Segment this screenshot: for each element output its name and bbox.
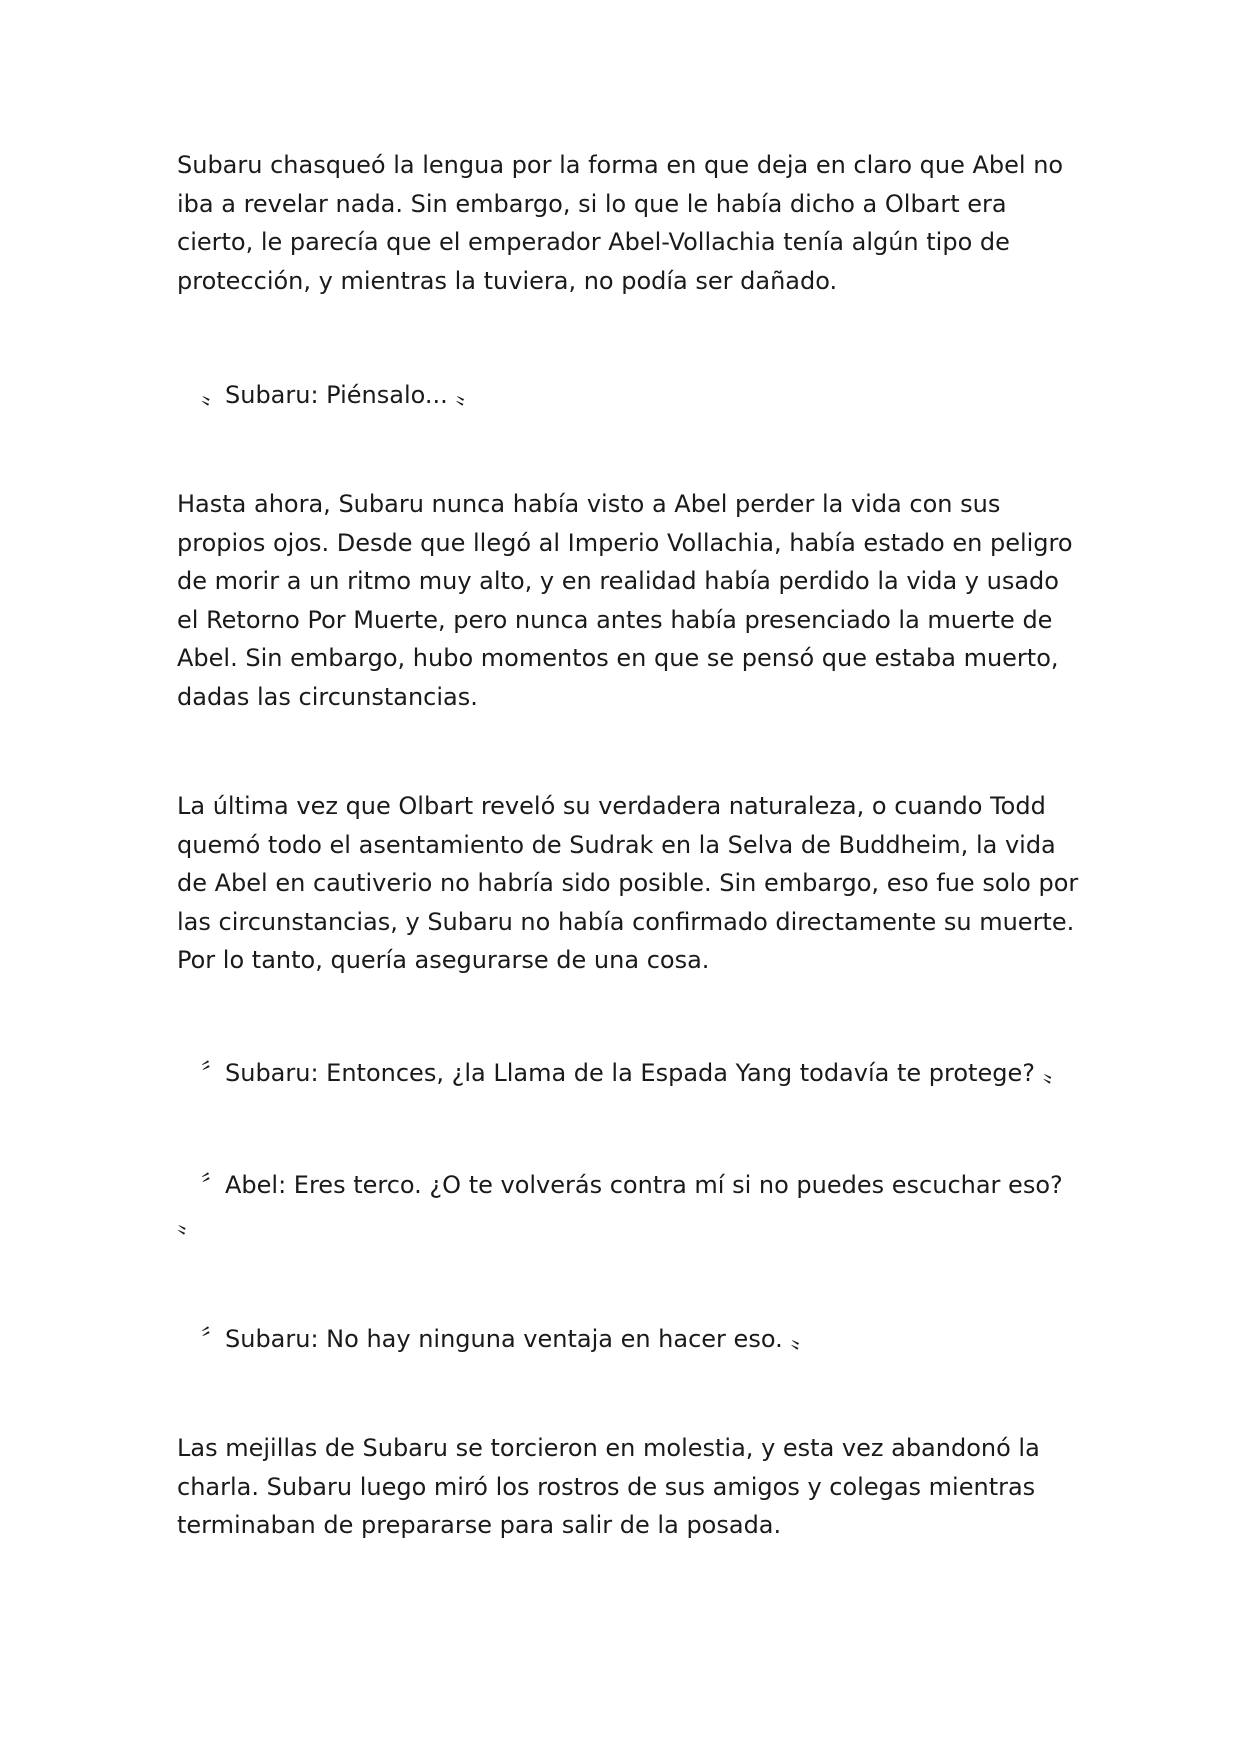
text-line: 〞Subaru: Entonces, ¿la Llama de la Espada Yang todavía te protege? 〟 — [177, 1059, 1067, 1087]
text-line: de morir a un ritmo muy alto, y en realidad había perdido la vida y usado — [177, 567, 1059, 595]
text-line: quemó todo el asentamiento de Sudrak en la Selva de Buddheim, la vida — [177, 830, 1056, 859]
text-line: de Abel en cautiverio no habría sido posible. Sin embargo, eso fue solo por — [177, 869, 1079, 897]
narration-paragraph — [177, 485, 1077, 716]
text-line: Las mejillas de Subaru se torcieron en molestia, y esta vez abandonó la — [177, 1434, 1040, 1462]
text-line: Abel. Sin embargo, hubo momentos en que se pensó que estaba muerto, — [177, 644, 1059, 672]
text-line: Por lo tanto, quería asegurarse de una cosa. — [177, 946, 710, 974]
narration-paragraph — [177, 787, 1077, 980]
text-line: el Retorno Por Muerte, pero nunca antes había presenciado la muerte de — [177, 605, 1053, 634]
dialogue-line — [177, 376, 1077, 415]
dialogue-line — [177, 1054, 1077, 1093]
text-line: protección, y mientras la tuviera, no podía ser dañado. — [177, 266, 838, 295]
text-line: propios ojos. Desde que llegó al Imperio Vollachia, había estado en peligro — [177, 528, 1073, 557]
dialogue-line — [177, 1166, 1077, 1243]
dialogue-line — [177, 1320, 1077, 1359]
text-line: terminaban de prepararse para salir de la posada. — [177, 1511, 782, 1539]
text-line: charla. Subaru luego miró los rostros de sus amigos y colegas mientras — [177, 1472, 1036, 1501]
text-line: 〟 — [177, 1209, 201, 1238]
text-line: 〟Subaru: Piénsalo... 〟 — [177, 381, 480, 409]
text-line: Hasta ahora, Subaru nunca había visto a Abel perder la vida con sus — [177, 490, 1001, 518]
text-line: 〞Abel: Eres terco. ¿O te volverás contra mí si no puedes escuchar eso? — [177, 1171, 1063, 1199]
text-line: La última vez que Olbart reveló su verdadera naturaleza, o cuando Todd — [177, 792, 1046, 820]
narration-paragraph — [177, 1429, 1077, 1545]
text-line: Subaru chasqueó la lengua por la forma en que deja en claro que Abel no — [177, 151, 1064, 179]
text-line: iba a revelar nada. Sin embargo, si lo que le había dicho a Olbart era — [177, 189, 1007, 218]
text-line: dadas las circunstancias. — [177, 682, 478, 711]
text-line: las circunstancias, y Subaru no había confirmado directamente su muerte. — [177, 907, 1075, 936]
narration-paragraph — [177, 146, 1077, 300]
text-line: 〞Subaru: No hay ninguna ventaja en hacer eso. 〟 — [177, 1325, 815, 1353]
text-line: cierto, le parecía que el emperador Abel-Vollachia tenía algún tipo de — [177, 228, 1010, 256]
